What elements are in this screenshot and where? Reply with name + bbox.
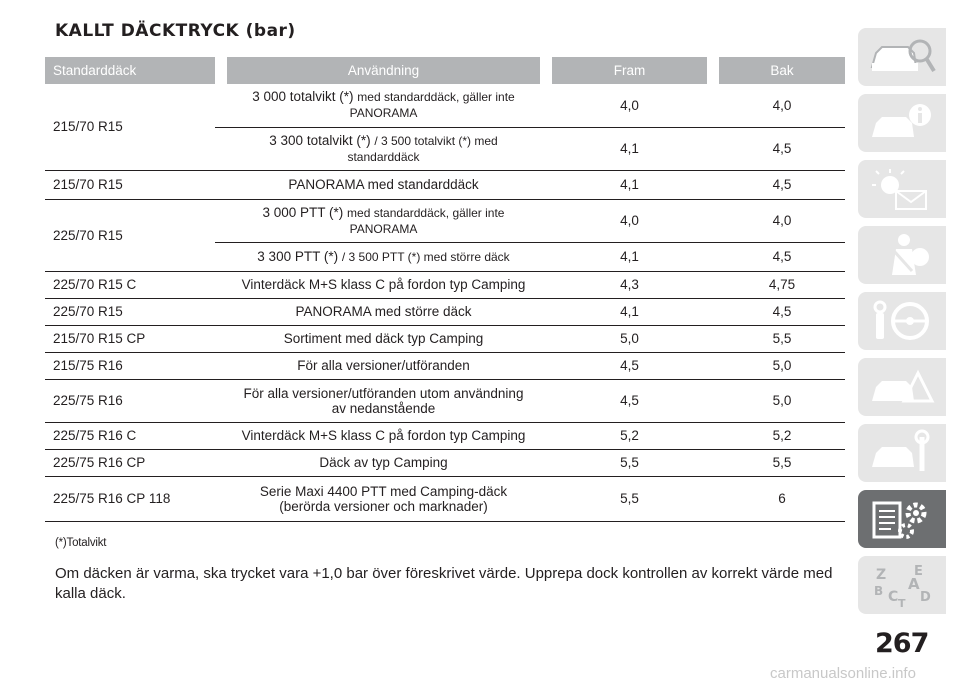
tire-size: 225/70 R15 C: [45, 271, 215, 298]
watermark: carmanualsonline.info: [770, 665, 916, 682]
front-pressure: 4,1: [552, 242, 707, 271]
tab-emergency[interactable]: [858, 358, 946, 416]
table-row: [45, 476, 845, 521]
rear-pressure: 4,5: [719, 170, 845, 199]
alphabet-index-icon: [866, 561, 938, 609]
tire-size: 225/75 R16 CP 118: [45, 476, 215, 521]
tab-warning-lights[interactable]: [858, 160, 946, 218]
chapter-sidebar: [858, 28, 953, 622]
tire-size: 225/70 R15: [45, 298, 215, 325]
tire-size: 215/70 R15: [45, 84, 215, 170]
tab-technical-data[interactable]: [858, 490, 946, 548]
usage: 3 300 totalvikt (*) / 3 500 totalvikt (*) med standarddäck: [227, 127, 540, 170]
warm-tire-note: Om däcken är varma, ska trycket vara +1,0 bar över föreskrivet värde. Upprepa dock kontrollen av korrekt värde med kalla däck.: [55, 565, 833, 602]
tire-pressure-table: [45, 57, 845, 522]
header-usage: Användning: [227, 57, 540, 84]
car-wrench-icon: [866, 429, 938, 477]
airbag-passenger-icon: [866, 231, 938, 279]
page-number: 267: [875, 628, 929, 659]
rear-pressure: 4,5: [719, 242, 845, 271]
table-row: [45, 352, 845, 379]
tab-maintenance[interactable]: [858, 424, 946, 482]
front-pressure: 5,0: [552, 325, 707, 352]
rear-pressure: 5,0: [719, 352, 845, 379]
usage: Sortiment med däck typ Camping: [227, 325, 540, 352]
table-row: [45, 84, 845, 127]
table-row: [45, 170, 845, 199]
front-pressure: 4,0: [552, 84, 707, 127]
tab-safety[interactable]: [858, 226, 946, 284]
tire-size: 215/75 R16: [45, 352, 215, 379]
front-pressure: 4,1: [552, 127, 707, 170]
warning-lights-icon: [866, 165, 938, 213]
table-row: [45, 325, 845, 352]
svg-text:Z: Z: [876, 567, 887, 583]
tab-index[interactable]: [858, 556, 946, 614]
header-front: Fram: [552, 57, 707, 84]
table-row: [45, 298, 845, 325]
table-row: [45, 199, 845, 242]
front-pressure: 4,5: [552, 352, 707, 379]
car-breakdown-icon: [866, 363, 938, 411]
tire-size: 215/70 R15 CP: [45, 325, 215, 352]
usage: För alla versioner/utföranden utom användning av nedanstående: [227, 379, 540, 422]
rear-pressure: 5,5: [719, 325, 845, 352]
usage: För alla versioner/utföranden: [227, 352, 540, 379]
header-rear: Bak: [719, 57, 845, 84]
svg-text:A: A: [908, 575, 920, 593]
rear-pressure: 5,5: [719, 449, 845, 476]
usage: PANORAMA med större däck: [227, 298, 540, 325]
steering-wheel-key-icon: [866, 297, 938, 345]
usage: 3 300 PTT (*) / 3 500 PTT (*) med större däck: [227, 242, 540, 271]
tire-size: 215/70 R15: [45, 170, 215, 199]
front-pressure: 4,0: [552, 199, 707, 242]
front-pressure: 4,1: [552, 298, 707, 325]
rear-pressure: 6: [719, 476, 845, 521]
svg-text:D: D: [920, 590, 931, 605]
table-row: [45, 449, 845, 476]
usage: PANORAMA med standarddäck: [227, 170, 540, 199]
rear-pressure: 4,0: [719, 199, 845, 242]
usage: 3 000 totalvikt (*) med standarddäck, gäller inte PANORAMA: [227, 84, 540, 127]
section-title: KALLT DÄCKTRYCK (bar): [55, 21, 296, 41]
technical-data-gear-icon: [866, 495, 938, 543]
table-row: [45, 271, 845, 298]
footnote: (*)Totalvikt: [55, 537, 107, 549]
svg-text:T: T: [898, 597, 906, 609]
front-pressure: 5,5: [552, 449, 707, 476]
header-standard-tire: Standarddäck: [45, 57, 215, 84]
usage: Vinterdäck M+S klass C på fordon typ Camping: [227, 422, 540, 449]
tire-size: 225/70 R15: [45, 199, 215, 271]
front-pressure: 4,3: [552, 271, 707, 298]
svg-text:C: C: [888, 589, 899, 605]
tire-size: 225/75 R16: [45, 379, 215, 422]
rear-pressure: 4,0: [719, 84, 845, 127]
front-pressure: 4,5: [552, 379, 707, 422]
table-row: [45, 422, 845, 449]
front-pressure: 5,2: [552, 422, 707, 449]
svg-text:B: B: [874, 584, 884, 598]
rear-pressure: 5,2: [719, 422, 845, 449]
car-info-icon: [866, 99, 938, 147]
usage: Vinterdäck M+S klass C på fordon typ Camping: [227, 271, 540, 298]
front-pressure: 5,5: [552, 476, 707, 521]
tab-info[interactable]: [858, 94, 946, 152]
usage: Däck av typ Camping: [227, 449, 540, 476]
rear-pressure: 5,0: [719, 379, 845, 422]
rear-pressure: 4,75: [719, 271, 845, 298]
rear-pressure: 4,5: [719, 127, 845, 170]
table-row: [45, 379, 845, 422]
car-dashboard-icon: [866, 33, 938, 81]
front-pressure: 4,1: [552, 170, 707, 199]
svg-text:E: E: [914, 564, 923, 579]
tire-size: 225/75 R16 C: [45, 422, 215, 449]
usage: 3 000 PTT (*) med standarddäck, gäller inte PANORAMA: [227, 199, 540, 242]
tire-size: 225/75 R16 CP: [45, 449, 215, 476]
rear-pressure: 4,5: [719, 298, 845, 325]
table-header-row: [45, 57, 845, 84]
tab-starting-driving[interactable]: [858, 292, 946, 350]
usage: Serie Maxi 4400 PTT med Camping-däck (berörda versioner och marknader): [227, 476, 540, 521]
tab-dashboard[interactable]: [858, 28, 946, 86]
